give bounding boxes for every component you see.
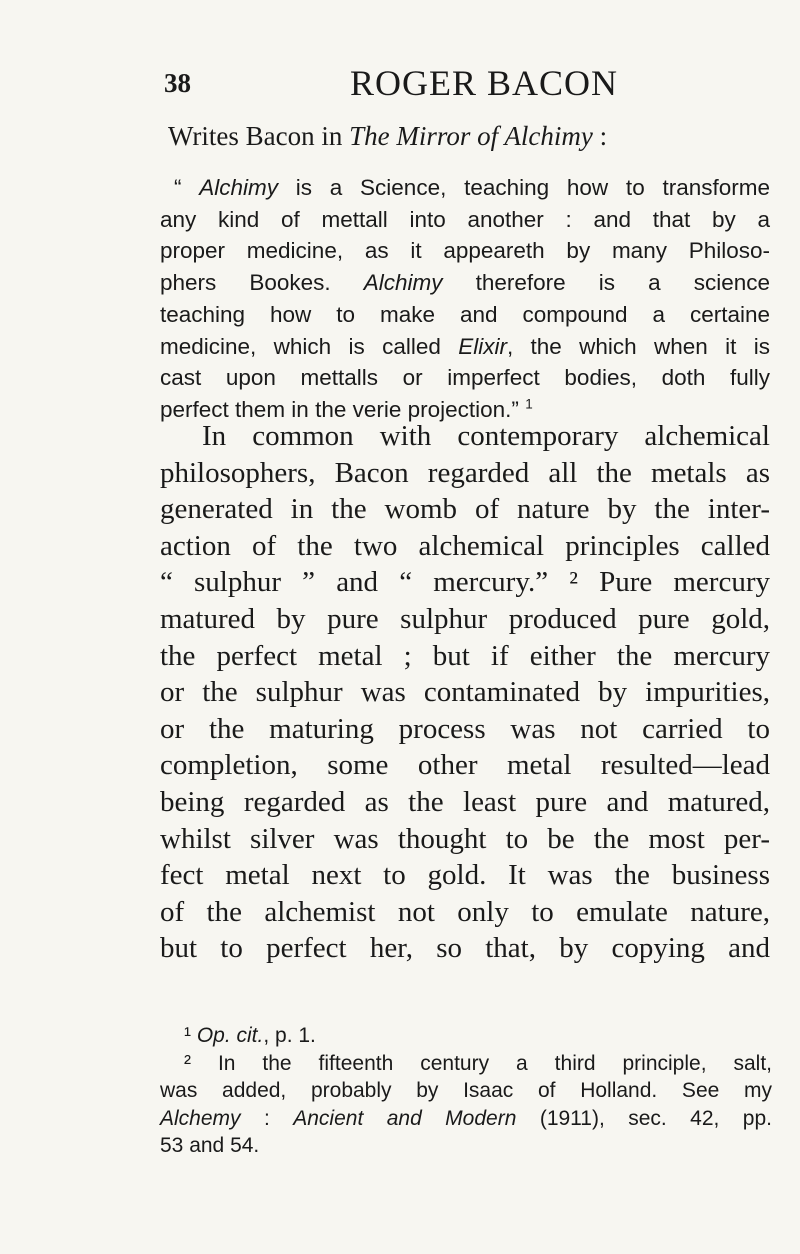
quote-line: perfect them in the verie projection.” $^1$ — [160, 396, 533, 422]
footnotes — [160, 1022, 772, 1160]
block-quote — [160, 172, 770, 426]
quote-line: medicine, which is called Elixir, the which when it is — [160, 333, 770, 359]
quote-line: “ Alchimy is a Science, teaching how to transforme — [174, 175, 770, 200]
intro-sentence — [168, 118, 728, 154]
body-line: or the sulphur was contaminated by impurities, — [160, 676, 770, 709]
quote-line: proper medicine, as it appeareth by many Philoso- — [160, 238, 770, 264]
work-title: The Mirror of Alchimy — [349, 121, 593, 151]
body-line: matured by pure sulphur produced pure gold, — [160, 602, 770, 635]
body-line: generated in the womb of nature by the inter- — [160, 493, 770, 526]
footnote-line: ¹ Op. cit., p. 1. — [184, 1024, 316, 1047]
intro-suffix: : — [592, 121, 608, 151]
footnote-line: ² In the fifteenth century a third principle, salt, — [184, 1051, 772, 1075]
quote-line: any kind of mettall into another : and that by a — [160, 206, 770, 232]
body-line: of the alchemist not only to emulate nature, — [160, 895, 770, 928]
quote-line: teaching how to make and compound a certaine — [160, 301, 770, 327]
body-line: action of the two alchemical principles called — [160, 529, 770, 562]
footnote-line: 53 and 54. — [160, 1134, 260, 1157]
body-line: “ sulphur ” and “ mercury.” ² Pure mercury — [160, 566, 770, 599]
body-line: completion, some other metal resulted—lead — [160, 749, 770, 782]
quote-line: phers Bookes. Alchimy therefore is a science — [160, 270, 770, 296]
footnote-line: was added, probably by Isaac of Holland. See my — [160, 1079, 772, 1102]
body-line: fect metal next to gold. It was the business — [160, 859, 770, 892]
quote-line: cast upon mettalls or imperfect bodies, doth fully — [160, 365, 770, 391]
body-line: being regarded as the least pure and matured, — [160, 785, 770, 818]
body-line: whilst silver was thought to be the most per- — [160, 822, 770, 855]
body-paragraph — [160, 418, 770, 967]
intro-prefix: Writes Bacon in — [168, 121, 350, 151]
body-line: but to perfect her, so that, by copying and — [160, 932, 770, 965]
page-number: 38 — [164, 68, 191, 98]
footnote-line: Alchemy : Ancient and Modern (1911), sec. 42, pp. — [160, 1106, 772, 1130]
body-line: In common with contemporary alchemical — [202, 420, 770, 452]
body-line: philosophers, Bacon regarded all the metals as — [160, 456, 770, 489]
running-head: ROGER BACON — [350, 63, 619, 103]
body-line: the perfect metal ; but if either the mercury — [160, 639, 770, 672]
page-header — [164, 62, 684, 112]
body-line: or the maturing process was not carried to — [160, 712, 770, 745]
